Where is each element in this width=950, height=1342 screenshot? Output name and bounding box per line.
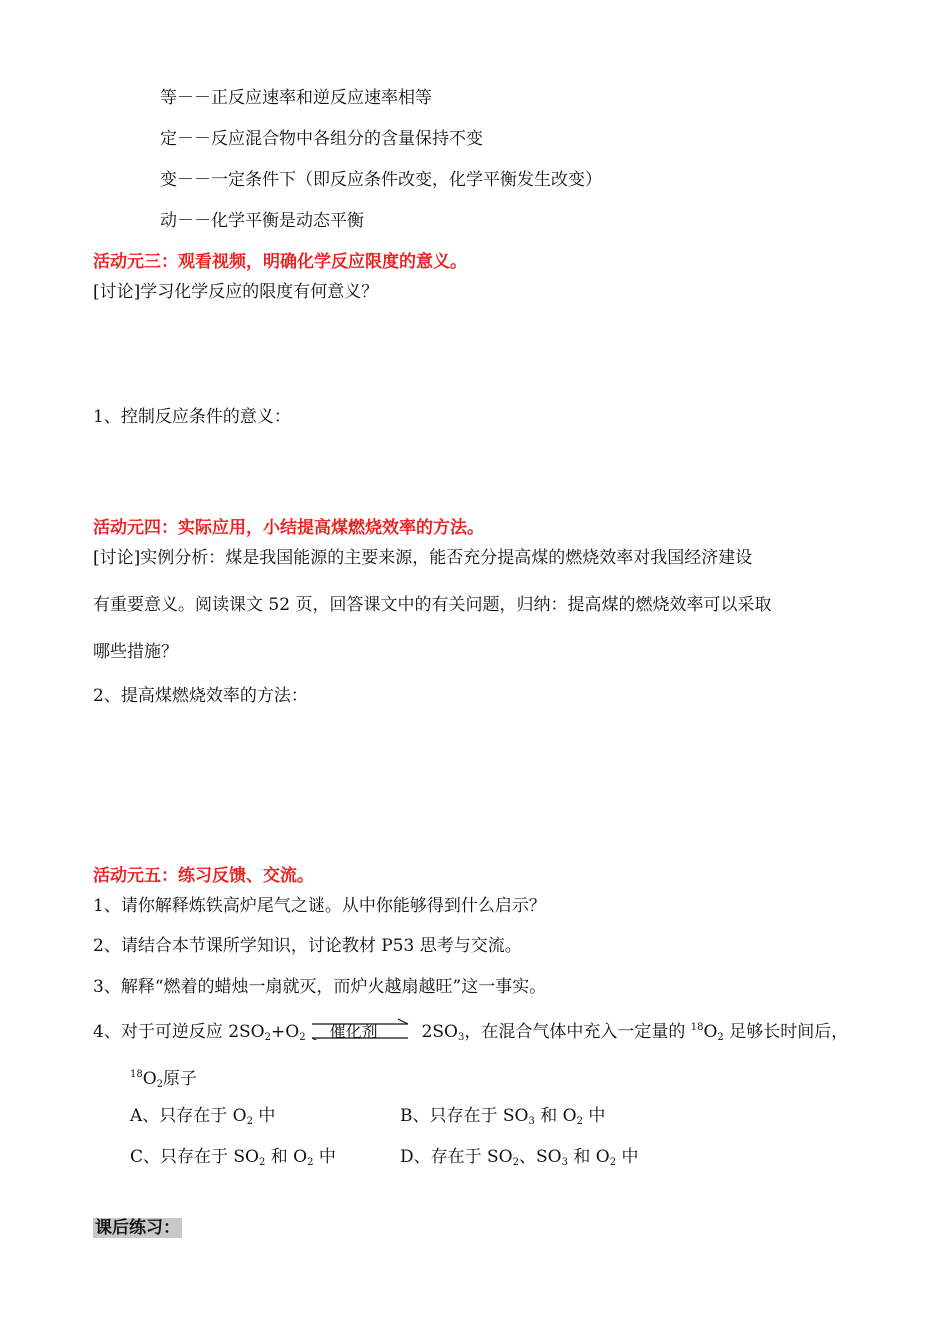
homework-label: 课后练习： <box>95 1218 180 1238</box>
summary-line-change: 变－－一定条件下（即反应条件改变，化学平衡发生改变） <box>160 170 602 190</box>
activity-five-heading: 活动元五：练习反馈、交流。 <box>93 866 314 886</box>
option-a-subscript: 2 <box>246 1116 253 1127</box>
option-b <box>400 1104 605 1134</box>
option-c-suffix: 中 <box>313 1147 336 1167</box>
option-c <box>130 1145 336 1175</box>
question-four-subscript: 2 <box>264 1032 271 1043</box>
option-d-subscript: 2 <box>512 1157 519 1168</box>
option-b-middle: 和 O <box>534 1106 577 1126</box>
question-four <box>93 1016 848 1050</box>
question-four-subscript: 3 <box>457 1032 465 1043</box>
catalyst-label: 催化剂 <box>329 1022 378 1041</box>
question-two: 2、请结合本节课所学知识，讨论教材 P53 思考与交流。 <box>93 936 522 956</box>
option-a <box>130 1104 275 1134</box>
question-four-oxygen: O <box>703 1022 718 1042</box>
option-d-middle: 和 O <box>567 1147 610 1167</box>
atom-label: 原子 <box>163 1069 198 1089</box>
reversible-arrow-icon <box>310 1016 414 1040</box>
question-three: 3、解释“燃着的蜡烛一扇就灭，而炉火越扇越旺”这一事实。 <box>93 977 547 997</box>
isotope-superscript: 18 <box>130 1069 143 1080</box>
option-c-subscript: 2 <box>307 1157 314 1168</box>
option-b-subscript: 2 <box>576 1116 583 1127</box>
option-c-text: C、只存在于 SO <box>130 1147 259 1167</box>
activity-four-discussion-line-2: 有重要意义。阅读课文 52 页，回答课文中的有关问题，归纳：提高煤的燃烧效率可以采取 <box>93 595 772 615</box>
homework-section <box>93 1216 182 1240</box>
option-d-middle: 、SO <box>519 1147 562 1167</box>
activity-four-heading: 活动元四：实际应用，小结提高煤燃烧效率的方法。 <box>93 518 484 538</box>
question-one: 1、请你解释炼铁高炉尾气之谜。从中你能够得到什么启示？ <box>93 896 546 916</box>
option-b-text: B、只存在于 SO <box>400 1106 529 1126</box>
option-d-subscript: 2 <box>609 1157 617 1168</box>
question-four-subscript: 2 <box>299 1032 306 1043</box>
option-b-subscript: 3 <box>528 1116 535 1127</box>
option-d <box>400 1145 639 1175</box>
option-d-suffix: 中 <box>616 1147 639 1167</box>
activity-four-discussion-line-1: [讨论]实例分析：煤是我国能源的主要来源，能否充分提高煤的燃烧效率对我国经济建设 <box>93 548 753 568</box>
question-four-line-two <box>130 1063 197 1097</box>
option-a-text: A、只存在于 O <box>130 1106 247 1126</box>
question-four-plus: +O <box>271 1022 300 1042</box>
question-four-middle: ，在混合气体中充入一定量的 <box>464 1022 691 1042</box>
question-four-product: 2SO <box>421 1022 458 1042</box>
question-four-subscript: 2 <box>717 1032 724 1043</box>
activity-three-item-one: 1、控制反应条件的意义： <box>93 407 291 427</box>
oxygen-symbol: O <box>142 1069 157 1089</box>
option-d-subscript: 3 <box>561 1157 568 1168</box>
summary-line-equal: 等－－正反应速率和逆反应速率相等 <box>160 88 432 108</box>
option-d-text: D、存在于 SO <box>400 1147 513 1167</box>
activity-three-heading: 活动元三：观看视频，明确化学反应限度的意义。 <box>93 252 467 272</box>
option-c-subscript: 2 <box>259 1157 266 1168</box>
option-b-suffix: 中 <box>582 1106 606 1126</box>
activity-four-item-two: 2、提高煤燃烧效率的方法： <box>93 686 308 706</box>
summary-line-fixed: 定－－反应混合物中各组分的含量保持不变 <box>160 129 483 149</box>
isotope-superscript: 18 <box>690 1022 704 1033</box>
activity-three-discussion: [讨论]学习化学反应的限度有何意义？ <box>93 282 379 302</box>
option-a-suffix: 中 <box>253 1106 276 1126</box>
question-four-prefix: 4、对于可逆反应 2SO <box>93 1022 265 1042</box>
option-c-middle: 和 O <box>265 1147 308 1167</box>
activity-four-discussion-line-3: 哪些措施？ <box>93 642 178 662</box>
question-four-suffix: 足够长时间后， <box>723 1022 849 1042</box>
summary-line-dynamic: 动－－化学平衡是动态平衡 <box>160 211 364 231</box>
oxygen-subscript: 2 <box>156 1079 164 1090</box>
